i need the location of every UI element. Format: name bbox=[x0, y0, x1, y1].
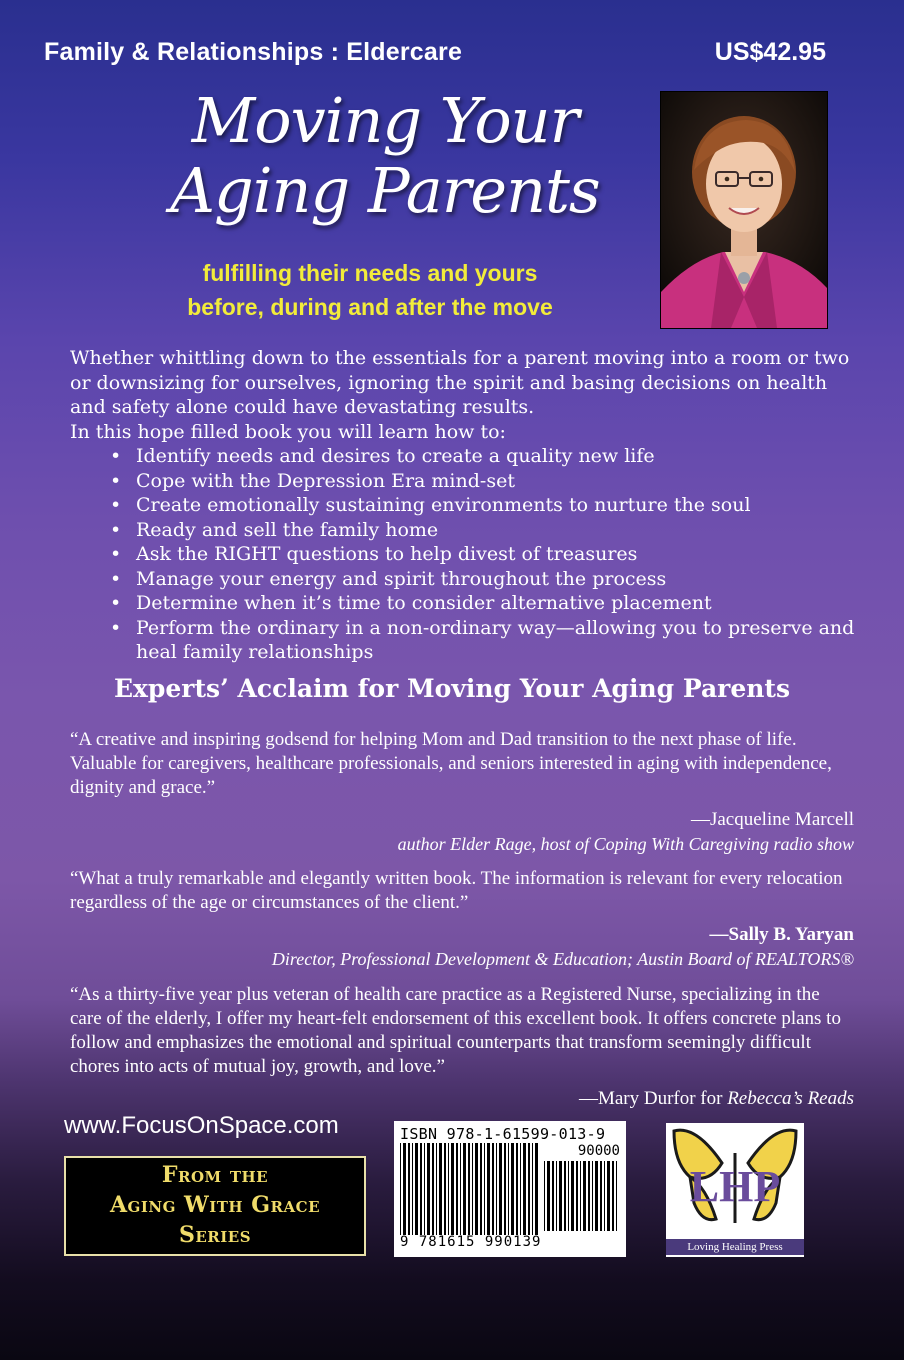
ean-barcode-bars bbox=[400, 1143, 538, 1235]
barcode-bar bbox=[600, 1161, 602, 1231]
barcode-bar bbox=[480, 1143, 482, 1235]
learning-point-text: Ready and sell the family home bbox=[136, 518, 439, 541]
barcode-bar bbox=[616, 1161, 617, 1231]
barcode-bar bbox=[472, 1143, 473, 1235]
learning-points-list bbox=[70, 444, 860, 665]
barcode-bar bbox=[612, 1161, 614, 1231]
barcode-bar bbox=[415, 1143, 418, 1235]
publisher-name: Loving Healing Press bbox=[666, 1239, 804, 1255]
barcode-bar bbox=[547, 1161, 550, 1231]
barcode-bar bbox=[528, 1143, 530, 1235]
testimonial-author-role: Director, Professional Development & Education; Austin Board of REALTORS® bbox=[271, 949, 854, 969]
category-label: Family & Relationships : Eldercare bbox=[44, 38, 463, 66]
testimonial-author-role: author Elder Rage, host of Coping With Caregiving radio show bbox=[397, 834, 854, 854]
barcode-bar bbox=[571, 1161, 574, 1231]
acclaim-heading: Experts’ Acclaim for Moving Your Aging Parents bbox=[113, 674, 791, 703]
bullet-icon: • bbox=[110, 445, 122, 467]
website-url: www.FocusOnSpace.com bbox=[64, 1112, 339, 1139]
barcode-bar bbox=[475, 1143, 478, 1235]
barcode-bar bbox=[439, 1143, 442, 1235]
testimonial bbox=[70, 728, 854, 856]
barcode-bar bbox=[448, 1143, 449, 1235]
barcode-bar bbox=[436, 1143, 437, 1235]
series-badge bbox=[64, 1156, 366, 1256]
series-line-1: From the bbox=[161, 1162, 269, 1188]
barcode-bar bbox=[400, 1143, 401, 1235]
testimonial-author bbox=[70, 1087, 854, 1111]
barcode-bar bbox=[576, 1161, 578, 1231]
barcode-bar bbox=[496, 1143, 497, 1235]
testimonial-attribution bbox=[70, 808, 854, 856]
addon-barcode-bars bbox=[544, 1161, 620, 1235]
barcode-bar bbox=[559, 1161, 562, 1231]
isbn-number: ISBN 978-1-61599-013-9 bbox=[400, 1125, 606, 1143]
book-subtitle-line-1: fulfilling their needs and yours bbox=[202, 260, 538, 286]
testimonial-author: —Jacqueline Marcell bbox=[690, 809, 854, 830]
bullet-icon: • bbox=[110, 469, 122, 492]
barcode-bar bbox=[427, 1143, 430, 1235]
learning-point bbox=[70, 616, 860, 665]
bullet-icon: • bbox=[110, 518, 122, 541]
bullet-icon: • bbox=[110, 494, 122, 516]
testimonial-attribution bbox=[70, 1087, 854, 1111]
barcode-bar bbox=[520, 1143, 521, 1235]
bullet-icon: • bbox=[110, 616, 122, 639]
barcode-price-code: 90000 bbox=[577, 1143, 620, 1159]
barcode-bar bbox=[403, 1143, 406, 1235]
barcode-bar bbox=[592, 1161, 593, 1231]
learning-point bbox=[70, 444, 860, 469]
testimonial-author-for: for bbox=[700, 1088, 728, 1109]
testimonials bbox=[70, 728, 854, 1111]
description-block bbox=[70, 346, 860, 665]
learning-point-text: Cope with the Depression Era mind-set bbox=[136, 469, 515, 492]
barcode-bar bbox=[595, 1161, 598, 1231]
barcode-bar bbox=[523, 1143, 526, 1235]
book-subtitle bbox=[150, 256, 590, 324]
description-paragraph: Whether whittling down to the essentials for a parent moving into a room or two or downsizing for ourselves, ignoring the spirit and basing decisions on health and safety alone could have devastating results. bbox=[70, 347, 850, 418]
barcode-bar bbox=[508, 1143, 509, 1235]
learning-point-text: Identify needs and desires to create a quality new life bbox=[136, 445, 655, 467]
testimonial-text: “A creative and inspiring godsend for helping Mom and Dad transition to the next phase of life. Valuable for caregivers, healthcare professionals, and seniors interested in aging with independence, dignity and grace.” bbox=[70, 729, 832, 798]
learning-point-text: Perform the ordinary in a non-ordinary way—allowing you to preserve and heal family relationships bbox=[136, 616, 855, 663]
barcode-bar bbox=[460, 1143, 461, 1235]
barcode-bar bbox=[580, 1161, 581, 1231]
testimonial-author-name: —Mary Durfor bbox=[578, 1088, 701, 1109]
barcode-bar bbox=[583, 1161, 586, 1231]
barcode-bar bbox=[607, 1161, 610, 1231]
testimonial bbox=[70, 983, 854, 1111]
description-lead: In this hope filled book you will learn how to: bbox=[70, 420, 506, 443]
testimonial bbox=[70, 867, 854, 971]
testimonial-attribution bbox=[70, 923, 854, 971]
barcode-bar bbox=[568, 1161, 569, 1231]
barcode-bar bbox=[444, 1143, 446, 1235]
barcode-bar bbox=[499, 1143, 502, 1235]
barcode-bar bbox=[564, 1161, 566, 1231]
barcode-bar bbox=[468, 1143, 470, 1235]
author-photo bbox=[660, 91, 828, 329]
learning-point-text: Determine when it’s time to consider alternative placement bbox=[136, 592, 712, 614]
barcode-bar bbox=[484, 1143, 485, 1235]
series-line-2: Aging With Grace bbox=[109, 1192, 321, 1218]
testimonial-source: Rebecca’s Reads bbox=[727, 1088, 854, 1109]
isbn-barcode bbox=[394, 1121, 626, 1257]
barcode-bar bbox=[463, 1143, 466, 1235]
barcode-bar bbox=[487, 1143, 490, 1235]
testimonial-author: —Sally B. Yaryan bbox=[709, 924, 854, 945]
publisher-logo bbox=[666, 1123, 804, 1257]
barcode-bar bbox=[451, 1143, 454, 1235]
barcode-bar bbox=[412, 1143, 413, 1235]
barcode-bar bbox=[532, 1143, 533, 1235]
barcode-bar bbox=[504, 1143, 506, 1235]
publisher-monogram: LHP bbox=[689, 1162, 781, 1211]
barcode-bar bbox=[588, 1161, 590, 1231]
learning-point bbox=[70, 567, 860, 592]
barcode-bar bbox=[408, 1143, 410, 1235]
bullet-icon: • bbox=[110, 543, 122, 565]
book-title-line-2: Aging Parents bbox=[170, 154, 600, 227]
barcode-bar bbox=[511, 1143, 514, 1235]
barcode-bar bbox=[492, 1143, 494, 1235]
learning-point bbox=[70, 469, 860, 494]
butterfly-icon bbox=[666, 1123, 804, 1239]
barcode-bar bbox=[604, 1161, 605, 1231]
learning-point bbox=[70, 591, 860, 616]
barcode-bar bbox=[432, 1143, 434, 1235]
testimonial-text: “As a thirty-five year plus veteran of health care practice as a Registered Nurse, specializing in the care of the elderly, I offer my heart-felt endorsement of this excellent book. It offers concrete plans to follow and emphasizes the emotional and spiritual counterparts that transform seemingly difficult chores into acts of mutual joy, growth, and love.” bbox=[70, 984, 841, 1077]
learning-point bbox=[70, 542, 860, 567]
book-title-line-1: Moving Your bbox=[191, 84, 579, 157]
learning-point-text: Manage your energy and spirit throughout the process bbox=[136, 567, 667, 590]
learning-point-text: Ask the RIGHT questions to help divest of treasures bbox=[136, 543, 638, 565]
series-line-3: Series bbox=[178, 1222, 252, 1248]
bullet-icon: • bbox=[110, 592, 122, 614]
ean-digits: 9 781615 990139 bbox=[400, 1234, 542, 1250]
bullet-icon: • bbox=[110, 567, 122, 590]
price-label: US$42.95 bbox=[714, 38, 826, 66]
barcode-bar bbox=[544, 1161, 545, 1231]
learning-point-text: Create emotionally sustaining environments to nurture the soul bbox=[136, 494, 751, 516]
learning-point bbox=[70, 493, 860, 518]
book-title bbox=[150, 86, 620, 226]
testimonial-text: “What a truly remarkable and elegantly written book. The information is relevant for every relocation regardless of the age or circumstances of the client.” bbox=[70, 868, 843, 913]
barcode-bar bbox=[535, 1143, 538, 1235]
barcode-bar bbox=[556, 1161, 557, 1231]
barcode-bar bbox=[516, 1143, 518, 1235]
barcode-bar bbox=[456, 1143, 458, 1235]
barcode-bar bbox=[420, 1143, 422, 1235]
learning-point bbox=[70, 518, 860, 543]
barcode-bar bbox=[552, 1161, 554, 1231]
book-subtitle-line-2: before, during and after the move bbox=[187, 294, 553, 320]
barcode-bar bbox=[424, 1143, 425, 1235]
